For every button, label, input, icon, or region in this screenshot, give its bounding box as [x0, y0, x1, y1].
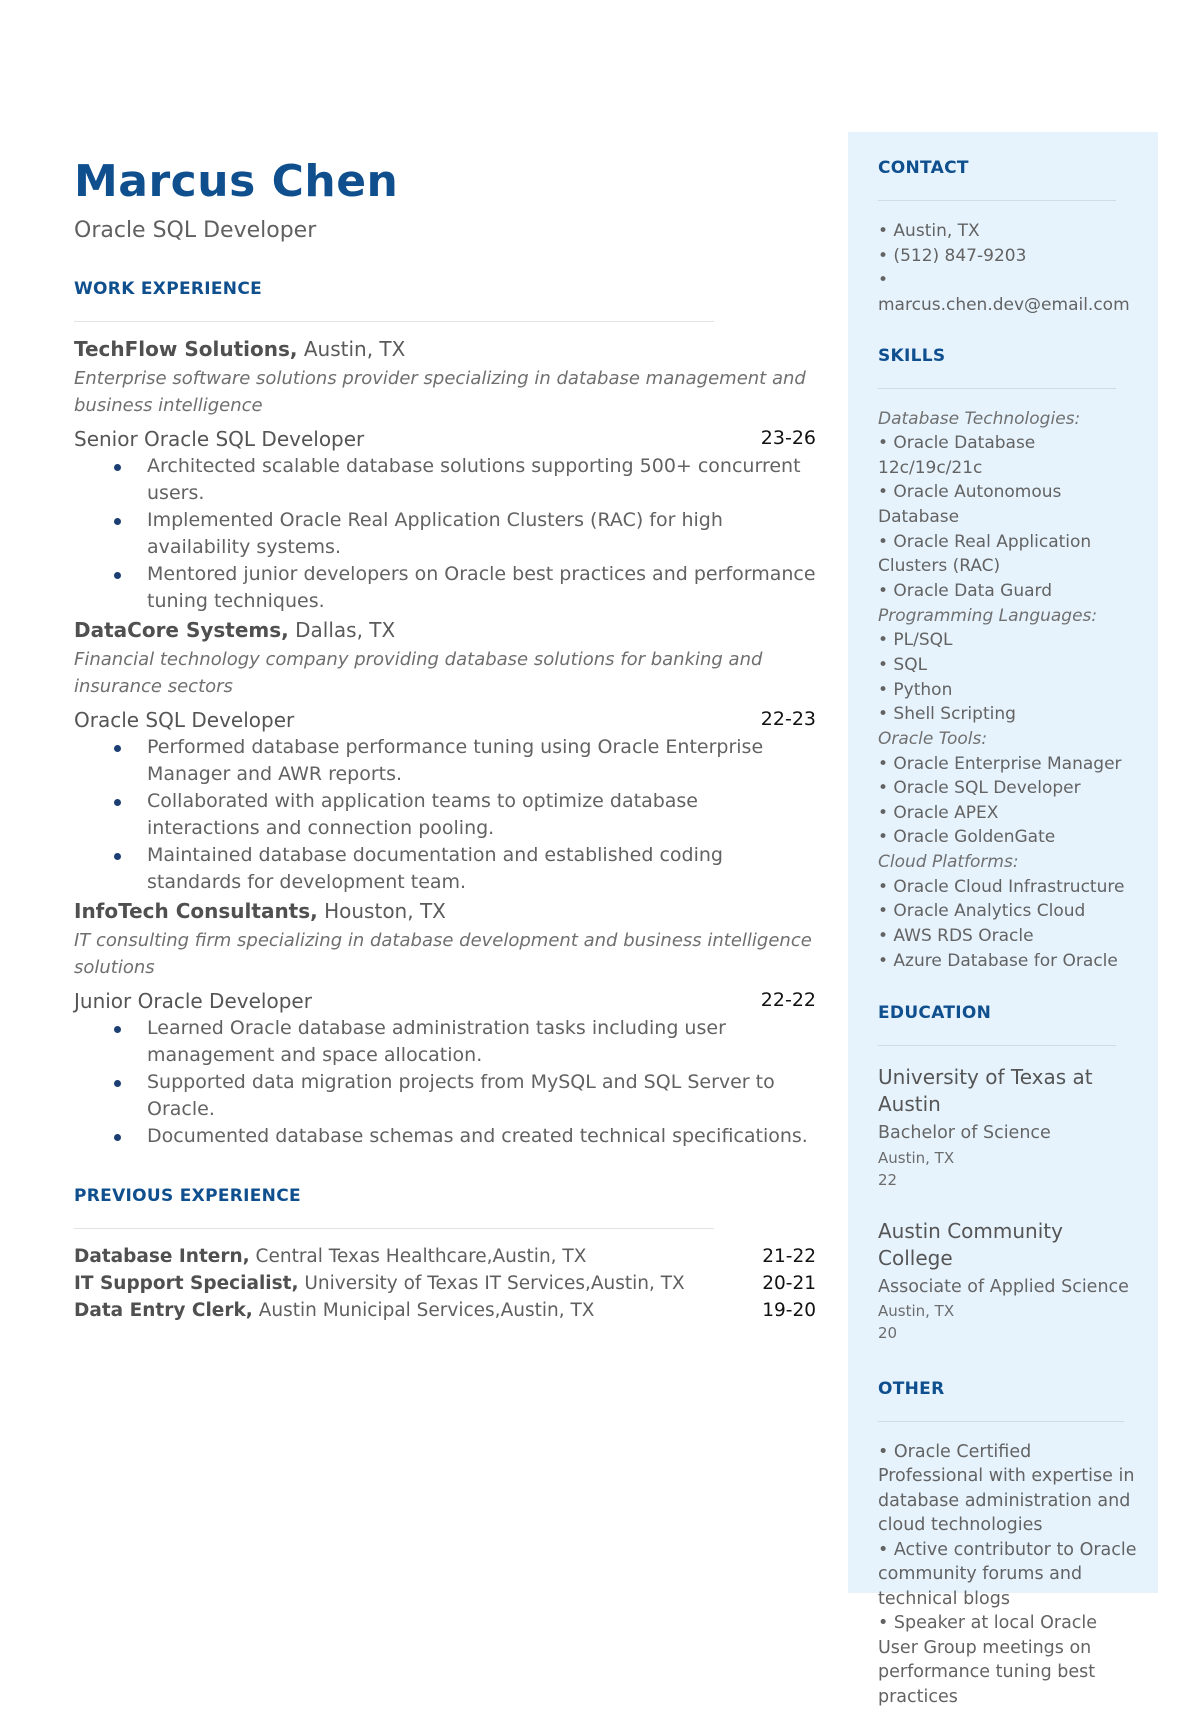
list-item [74, 507, 816, 561]
company-name: InfoTech Consultants, [74, 899, 318, 924]
school-name: Austin Community College [878, 1218, 1063, 1270]
skill-item: • Oracle GoldenGate [878, 827, 1056, 848]
bullet-text: Supported data migration projects from MySQL and SQL Server to Oracle. [147, 1070, 775, 1120]
list-item [74, 788, 816, 842]
skill-item: • Azure Database for Oracle [878, 950, 1118, 971]
list-item [74, 734, 816, 788]
previous-role: IT Support Specialist, [74, 1272, 299, 1294]
list-item [74, 453, 816, 507]
section-divider [878, 1421, 1124, 1422]
skill-item: • Oracle Autonomous Database [878, 482, 1062, 528]
skill-item: • PL/SQL [878, 630, 953, 651]
bullet-icon [114, 572, 121, 579]
bullet-list [74, 1015, 816, 1150]
previous-place: Austin Municipal Services,Austin, TX [252, 1299, 595, 1321]
bullet-icon [114, 853, 121, 860]
previous-item [74, 1297, 816, 1324]
list-item [74, 1069, 816, 1123]
other-heading: OTHER [878, 1378, 945, 1399]
contact-email[interactable]: • marcus.chen.dev@email.com [878, 270, 1130, 315]
company-description: Financial technology company providing database solutions for banking and insurance sectors [74, 649, 763, 698]
bullet-icon [114, 464, 121, 471]
skill-item: • Oracle Database 12c/19c/21c [878, 433, 1036, 478]
skill-category: Cloud Platforms: [878, 852, 1019, 873]
skill-category: Programming Languages: [878, 605, 1098, 626]
skills-heading: SKILLS [878, 345, 946, 366]
contact-heading: CONTACT [878, 158, 969, 178]
bullet-icon [114, 1026, 121, 1033]
list-item [74, 1015, 816, 1069]
company-location: Houston, TX [317, 899, 446, 924]
section-divider [878, 1045, 1116, 1046]
other-item: • Speaker at local Oracle User Group meetings on performance tuning best practices [878, 1613, 1098, 1707]
company-location: Dallas, TX [288, 618, 396, 643]
role-title: Junior Oracle Developer [74, 989, 312, 1014]
previous-place: University of Texas IT Services,Austin, TX [298, 1272, 685, 1294]
skill-item: • SQL [878, 654, 928, 675]
bullet-icon [114, 518, 121, 525]
degree: Bachelor of Science [878, 1123, 1051, 1144]
company-description: IT consulting firm specializing in database development and business intelligence solutions [74, 930, 812, 979]
skill-item: • Oracle APEX [878, 802, 999, 823]
previous-item [74, 1270, 816, 1297]
company-name: TechFlow Solutions, [74, 337, 298, 362]
previous-dates: 20-21 [762, 1272, 816, 1294]
company-location: Austin, TX [297, 337, 406, 362]
school-location: Austin, TX [878, 1301, 955, 1320]
education-entry [878, 1218, 1140, 1345]
bullet-text: Learned Oracle database administration tasks including user management and space allocation. [147, 1017, 726, 1066]
skill-item: • Oracle Data Guard [878, 581, 1052, 602]
main-column [74, 158, 816, 1324]
skill-category: Database Technologies: [878, 408, 1081, 429]
role-row [74, 425, 816, 453]
bullet-text: Collaborated with application teams to optimize database interactions and connection pooling. [147, 790, 698, 840]
candidate-name: Marcus Chen [74, 156, 399, 207]
bullet-icon [114, 1080, 121, 1087]
bullet-list [74, 734, 816, 896]
role-title: Senior Oracle SQL Developer [74, 427, 365, 452]
section-divider [74, 321, 714, 322]
bullet-text: Performed database performance tuning using Oracle Enterprise Manager and AWR reports. [147, 736, 764, 786]
section-divider [74, 1228, 714, 1229]
school-name: University of Texas at Austin [878, 1065, 1093, 1117]
education-entry [878, 1064, 1140, 1191]
bullet-icon [114, 1134, 121, 1141]
skill-item: • Oracle Real Application Clusters (RAC) [878, 531, 1092, 577]
list-item [74, 561, 816, 615]
contact-location: • Austin, TX [878, 221, 980, 241]
previous-role: Database Intern, [74, 1245, 250, 1267]
other-item: • Active contributor to Oracle community forums and technical blogs [878, 1539, 1137, 1609]
previous-dates: 19-20 [762, 1299, 816, 1321]
list-item [74, 1123, 816, 1150]
company-description: Enterprise software solutions provider specializing in database management and business intelligence [74, 368, 806, 417]
previous-place: Central Texas Healthcare,Austin, TX [249, 1245, 587, 1267]
bullet-list [74, 453, 816, 615]
skill-item: • AWS RDS Oracle [878, 926, 1034, 947]
previous-experience-heading: PREVIOUS EXPERIENCE [74, 1185, 301, 1206]
company-line [74, 336, 816, 363]
skill-item: • Oracle Cloud Infrastructure [878, 876, 1125, 897]
degree: Associate of Applied Science [878, 1276, 1129, 1297]
skill-item: • Shell Scripting [878, 704, 1016, 725]
job-entry [74, 336, 816, 615]
skill-category: Oracle Tools: [878, 728, 988, 749]
other-item: • Oracle Certified Professional with expertise in database administration and cloud technologies [878, 1441, 1135, 1536]
contact-phone[interactable]: • (512) 847-9203 [878, 245, 1027, 266]
section-divider [878, 200, 1116, 201]
company-name: DataCore Systems, [74, 618, 289, 643]
role-title: Oracle SQL Developer [74, 708, 295, 733]
job-entry [74, 898, 816, 1150]
school-location: Austin, TX [878, 1148, 955, 1167]
job-title: Oracle SQL Developer [74, 218, 317, 244]
role-row [74, 987, 816, 1015]
job-entry [74, 617, 816, 896]
role-dates: 22-23 [760, 708, 816, 731]
graduation-year: 22 [878, 1171, 898, 1190]
bullet-text: Documented database schemas and created technical specifications. [147, 1124, 808, 1147]
education-heading: EDUCATION [878, 1003, 992, 1024]
sidebar [848, 132, 1158, 1707]
graduation-year: 20 [878, 1324, 898, 1343]
skill-item: • Oracle SQL Developer [878, 778, 1081, 799]
previous-role: Data Entry Clerk, [74, 1299, 253, 1321]
skill-item: • Oracle Analytics Cloud [878, 901, 1086, 922]
previous-dates: 21-22 [762, 1245, 816, 1267]
previous-item [74, 1243, 816, 1270]
skill-item: • Oracle Enterprise Manager [878, 753, 1122, 774]
bullet-text: Mentored junior developers on Oracle best practices and performance tuning techniques. [147, 563, 816, 613]
role-row [74, 706, 816, 734]
list-item [74, 842, 816, 896]
bullet-text: Implemented Oracle Real Application Clusters (RAC) for high availability systems. [147, 509, 723, 559]
bullet-icon [114, 745, 121, 752]
company-line [74, 898, 816, 925]
role-dates: 23-26 [760, 427, 816, 450]
bullet-text: Architected scalable database solutions supporting 500+ concurrent users. [147, 455, 801, 505]
bullet-icon [114, 799, 121, 806]
skill-item: • Python [878, 679, 953, 700]
role-dates: 22-22 [760, 989, 816, 1012]
company-line [74, 617, 816, 644]
section-divider [878, 388, 1116, 389]
bullet-text: Maintained database documentation and established coding standards for development team. [147, 844, 723, 894]
work-experience-heading: WORK EXPERIENCE [74, 279, 263, 300]
